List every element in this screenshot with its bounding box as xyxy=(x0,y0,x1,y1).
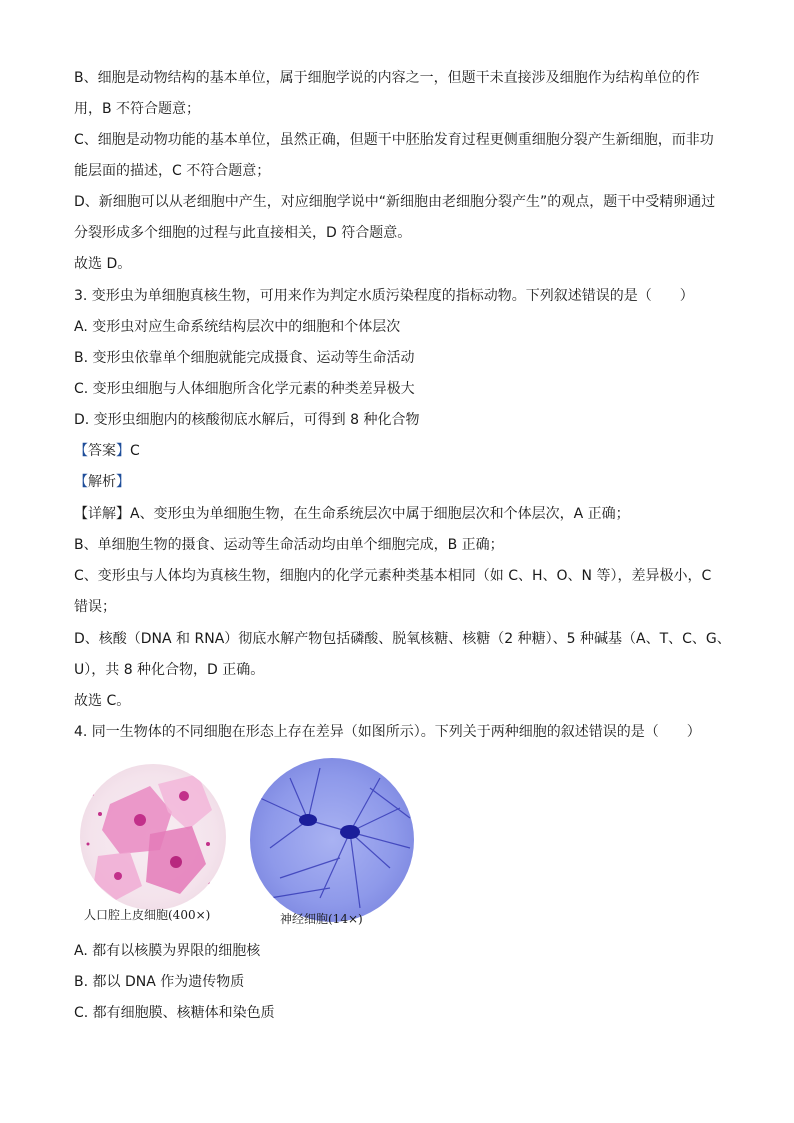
answer-line: 【答案】C xyxy=(74,443,140,459)
question-4-stem: 4. 同一生物体的不同细胞在形态上存在差异（如图所示）。下列关于两种细胞的叙述错误的是（ ） xyxy=(74,724,701,740)
caption-neuron: 神经细胞(14×) xyxy=(280,912,363,926)
cell-figure xyxy=(80,752,440,928)
text-line: 用，B 不符合题意； xyxy=(74,101,201,117)
text-line: 分裂形成多个细胞的过程与此直接相关，D 符合题意。 xyxy=(74,225,412,241)
detail-line: 【详解】A、变形虫为单细胞生物，在生命系统层次中属于细胞层次和个体层次，A 正确； xyxy=(74,506,630,522)
answer-tag: 答案 xyxy=(88,443,116,459)
question-4-option-b: B. 都以 DNA 作为遗传物质 xyxy=(74,974,245,990)
detail-tag: 详解 xyxy=(88,506,116,522)
question-4-option-c: C. 都有细胞膜、核糖体和染色质 xyxy=(74,1005,275,1021)
text-line: D、新细胞可以从老细胞中产生，对应细胞学说中“新细胞由老细胞分裂产生”的观点，题干中受精卵通过 xyxy=(74,194,716,210)
neuron-micrograph xyxy=(250,758,414,922)
answer-value: C xyxy=(130,443,140,459)
text-line: C、变形虫与人体均为真核生物，细胞内的化学元素种类基本相同（如 C、H、O、N 等），差异极小，C xyxy=(74,568,712,584)
text-line: 能层面的描述，C 不符合题意； xyxy=(74,163,271,179)
text-line: B、细胞是动物结构的基本单位，属于细胞学说的内容之一，但题干未直接涉及细胞作为结构单位的作 xyxy=(74,70,700,86)
question-3-option-c: C. 变形虫细胞与人体细胞所含化学元素的种类差异极大 xyxy=(74,381,415,397)
question-3-option-b: B. 变形虫依靠单个细胞就能完成摄食、运动等生命活动 xyxy=(74,350,415,366)
text-line: C、细胞是动物功能的基本单位，虽然正确，但题干中胚胎发育过程更侧重细胞分裂产生新细胞，而非功 xyxy=(74,132,714,148)
analysis-tag: 解析 xyxy=(88,474,116,490)
analysis-heading: 【解析】 xyxy=(74,474,130,490)
question-4-option-a: A. 都有以核膜为界限的细胞核 xyxy=(74,943,261,959)
text-line: U），共 8 种化合物，D 正确。 xyxy=(74,662,265,678)
caption-cheek-cell: 人口腔上皮细胞(400×) xyxy=(84,908,211,922)
question-3-option-d: D. 变形虫细胞内的核酸彻底水解后，可得到 8 种化合物 xyxy=(74,412,420,428)
question-3-stem: 3. 变形虫为单细胞真核生物，可用来作为判定水质污染程度的指标动物。下列叙述错误的是（ ） xyxy=(74,288,694,304)
text-line: D、核酸（DNA 和 RNA）彻底水解产物包括磷酸、脱氧核糖、核糖（2 种糖）、5 种碱基（A、T、C、G、 xyxy=(74,631,731,647)
question-3-option-a: A. 变形虫对应生命系统结构层次中的细胞和个体层次 xyxy=(74,319,401,335)
text-line: 故选 C。 xyxy=(74,693,131,709)
detail-text: A、变形虫为单细胞生物，在生命系统层次中属于细胞层次和个体层次，A 正确； xyxy=(130,506,630,522)
text-line: B、单细胞生物的摄食、运动等生命活动均由单个细胞完成，B 正确； xyxy=(74,537,504,553)
text-line: 错误； xyxy=(74,599,116,615)
text-line: 故选 D。 xyxy=(74,256,132,272)
cheek-cell-micrograph xyxy=(80,764,226,910)
